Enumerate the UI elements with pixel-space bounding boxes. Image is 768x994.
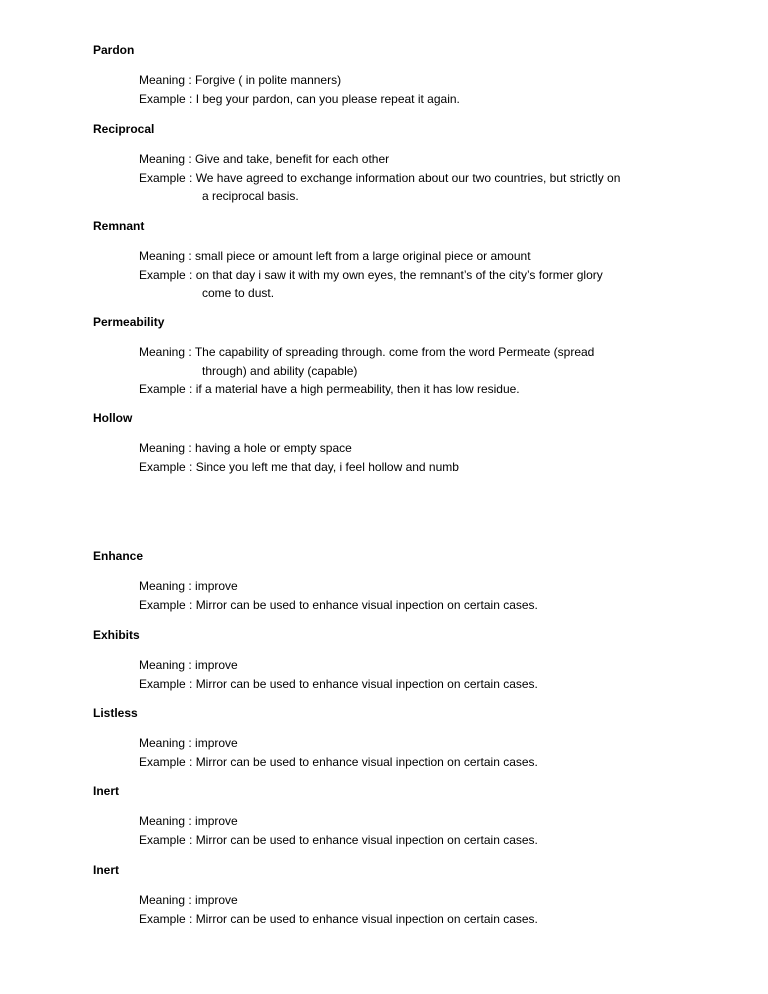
entry-term: Remnant: [93, 219, 145, 233]
entry-definition: [139, 71, 713, 108]
example-line: Example : Mirror can be used to enhance visual inpection on certain cases.: [139, 597, 538, 612]
entry-definition: [139, 247, 713, 303]
meaning-line: Meaning : small piece or amount left from a large original piece or amount: [139, 249, 531, 263]
meaning-line: Meaning : improve: [139, 658, 238, 672]
entry-term: Listless: [93, 706, 138, 720]
meaning-line: Meaning : improve: [139, 579, 238, 593]
vocab-entry-pardon: [93, 42, 713, 108]
entry-definition: [139, 734, 713, 771]
entry-term: Hollow: [93, 411, 133, 425]
entry-definition: [139, 577, 713, 614]
entry-definition: [139, 656, 713, 693]
entry-term: Enhance: [93, 549, 144, 563]
meaning-line: Meaning : improve: [139, 736, 238, 750]
meaning-line: Meaning : The capability of spreading through. come from the word Permeate (spread: [139, 345, 595, 359]
meaning-line: Meaning : improve: [139, 814, 238, 828]
entry-term: Permeability: [93, 315, 165, 329]
example-line-continued: come to dust.: [202, 286, 275, 300]
example-line: Example : Mirror can be used to enhance visual inpection on certain cases.: [139, 911, 538, 926]
example-line: Example : if a material have a high permeability, then it has low residue.: [139, 382, 520, 396]
example-line: Example : Mirror can be used to enhance visual inpection on certain cases.: [139, 754, 538, 769]
entry-definition: [139, 812, 713, 849]
vocab-entry-enhance: [93, 548, 713, 614]
meaning-line-continued: through) and ability (capable): [202, 363, 358, 378]
entry-definition: [139, 343, 713, 399]
vocab-entry-reciprocal: [93, 121, 713, 206]
vocab-entry-inert-2: [93, 862, 713, 928]
entry-term: Inert: [93, 863, 120, 877]
example-line: Example : Since you left me that day, i feel hollow and numb: [139, 459, 459, 474]
vocab-entry-remnant: [93, 218, 713, 303]
entry-definition: [139, 891, 713, 928]
vocab-entry-listless: [93, 705, 713, 771]
example-line: Example : I beg your pardon, can you please repeat it again.: [139, 91, 460, 106]
meaning-line: Meaning : Give and take, benefit for each other: [139, 152, 390, 166]
entry-definition: [139, 150, 713, 206]
example-line: Example : Mirror can be used to enhance visual inpection on certain cases.: [139, 676, 538, 691]
entry-term: Inert: [93, 784, 120, 798]
meaning-line: Meaning : having a hole or empty space: [139, 441, 352, 455]
meaning-line: Meaning : improve: [139, 893, 238, 907]
vocab-entry-inert: [93, 783, 713, 849]
vocab-entry-exhibits: [93, 627, 713, 693]
example-line: Example : We have agreed to exchange information about our two countries, but strictly on: [139, 170, 621, 185]
entry-definition: [139, 439, 713, 476]
vocab-entry-permeability: [93, 314, 713, 399]
example-line-continued: a reciprocal basis.: [202, 189, 299, 203]
entry-term: Reciprocal: [93, 122, 155, 136]
example-line: Example : Mirror can be used to enhance visual inpection on certain cases.: [139, 832, 538, 847]
vocab-entry-hollow: [93, 410, 713, 476]
meaning-line: Meaning : Forgive ( in polite manners): [139, 73, 342, 87]
entry-term: Exhibits: [93, 628, 140, 642]
example-line: Example : on that day i saw it with my own eyes, the remnant’s of the city’s former glory: [139, 267, 603, 282]
entry-term: Pardon: [93, 43, 135, 57]
